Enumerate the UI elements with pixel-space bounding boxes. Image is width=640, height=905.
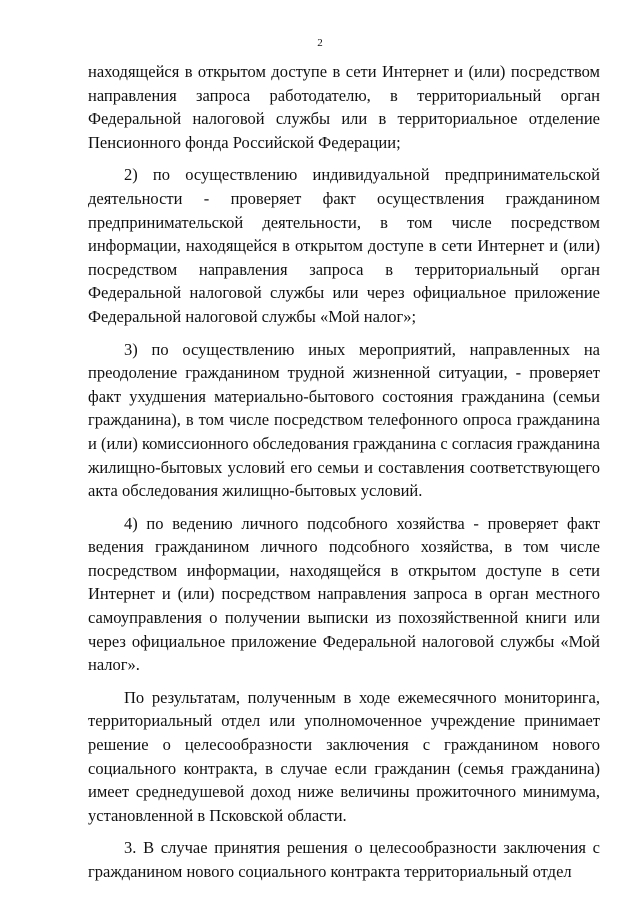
paragraph-item-3: 3) по осуществлению иных мероприятий, направленных на преодоление гражданином трудной жизненной ситуации, - проверяет факт ухудшения материально-бытового состояния гражданина (семьи гражданина), в том числе посредством телефонного опроса гражданина и (или) комиссионного обследования гражданина с согласия гражданина жилищно-бытовых условий его семьи и составления соответствующего акта обследования жилищно-бытовых условий. xyxy=(88,339,600,501)
paragraph-continuation: находящейся в открытом доступе в сети Интернет и (или) посредством направления запроса работодателю, в территориальный орган Федеральной налоговой службы или в территориальное отделение Пенсионного фонда Российской Федерации; xyxy=(88,62,600,152)
paragraph-item-2: 2) по осуществлению индивидуальной предпринимательской деятельности - проверяет факт осуществления гражданином предпринимательской деятельности, в том числе посредством информации, находящейся в открытом доступе в сети Интернет и (или) посредством направления запроса в территориальный орган Федеральной налоговой службы или через официальное приложение Федеральной налоговой службы «Мой налог»; xyxy=(88,165,600,326)
document-body xyxy=(88,60,600,893)
page-number: 2 xyxy=(317,37,323,49)
paragraph-section-3: 3. В случае принятия решения о целесообразности заключения с гражданином нового социального контракта территориальный отдел xyxy=(88,838,600,881)
paragraph-monitoring-results: По результатам, полученным в ходе ежемесячного мониторинга, территориальный отдел или уполномоченное учреждение принимает решение о целесообразности заключения с гражданином нового социального контракта, в случае если гражданин (семья гражданина) имеет среднедушевой доход ниже величины прожиточного минимума, установленной в Псковской области. xyxy=(88,687,600,825)
paragraph-item-4: 4) по ведению личного подсобного хозяйства - проверяет факт ведения гражданином личного подсобного хозяйства, в том числе посредством информации, находящейся в открытом доступе в сети Интернет и (или) посредством направления запроса в орган местного самоуправления о получении выписки из похозяйственной книги или через официальное приложение Федеральной налоговой службы «Мой налог». xyxy=(88,513,600,675)
